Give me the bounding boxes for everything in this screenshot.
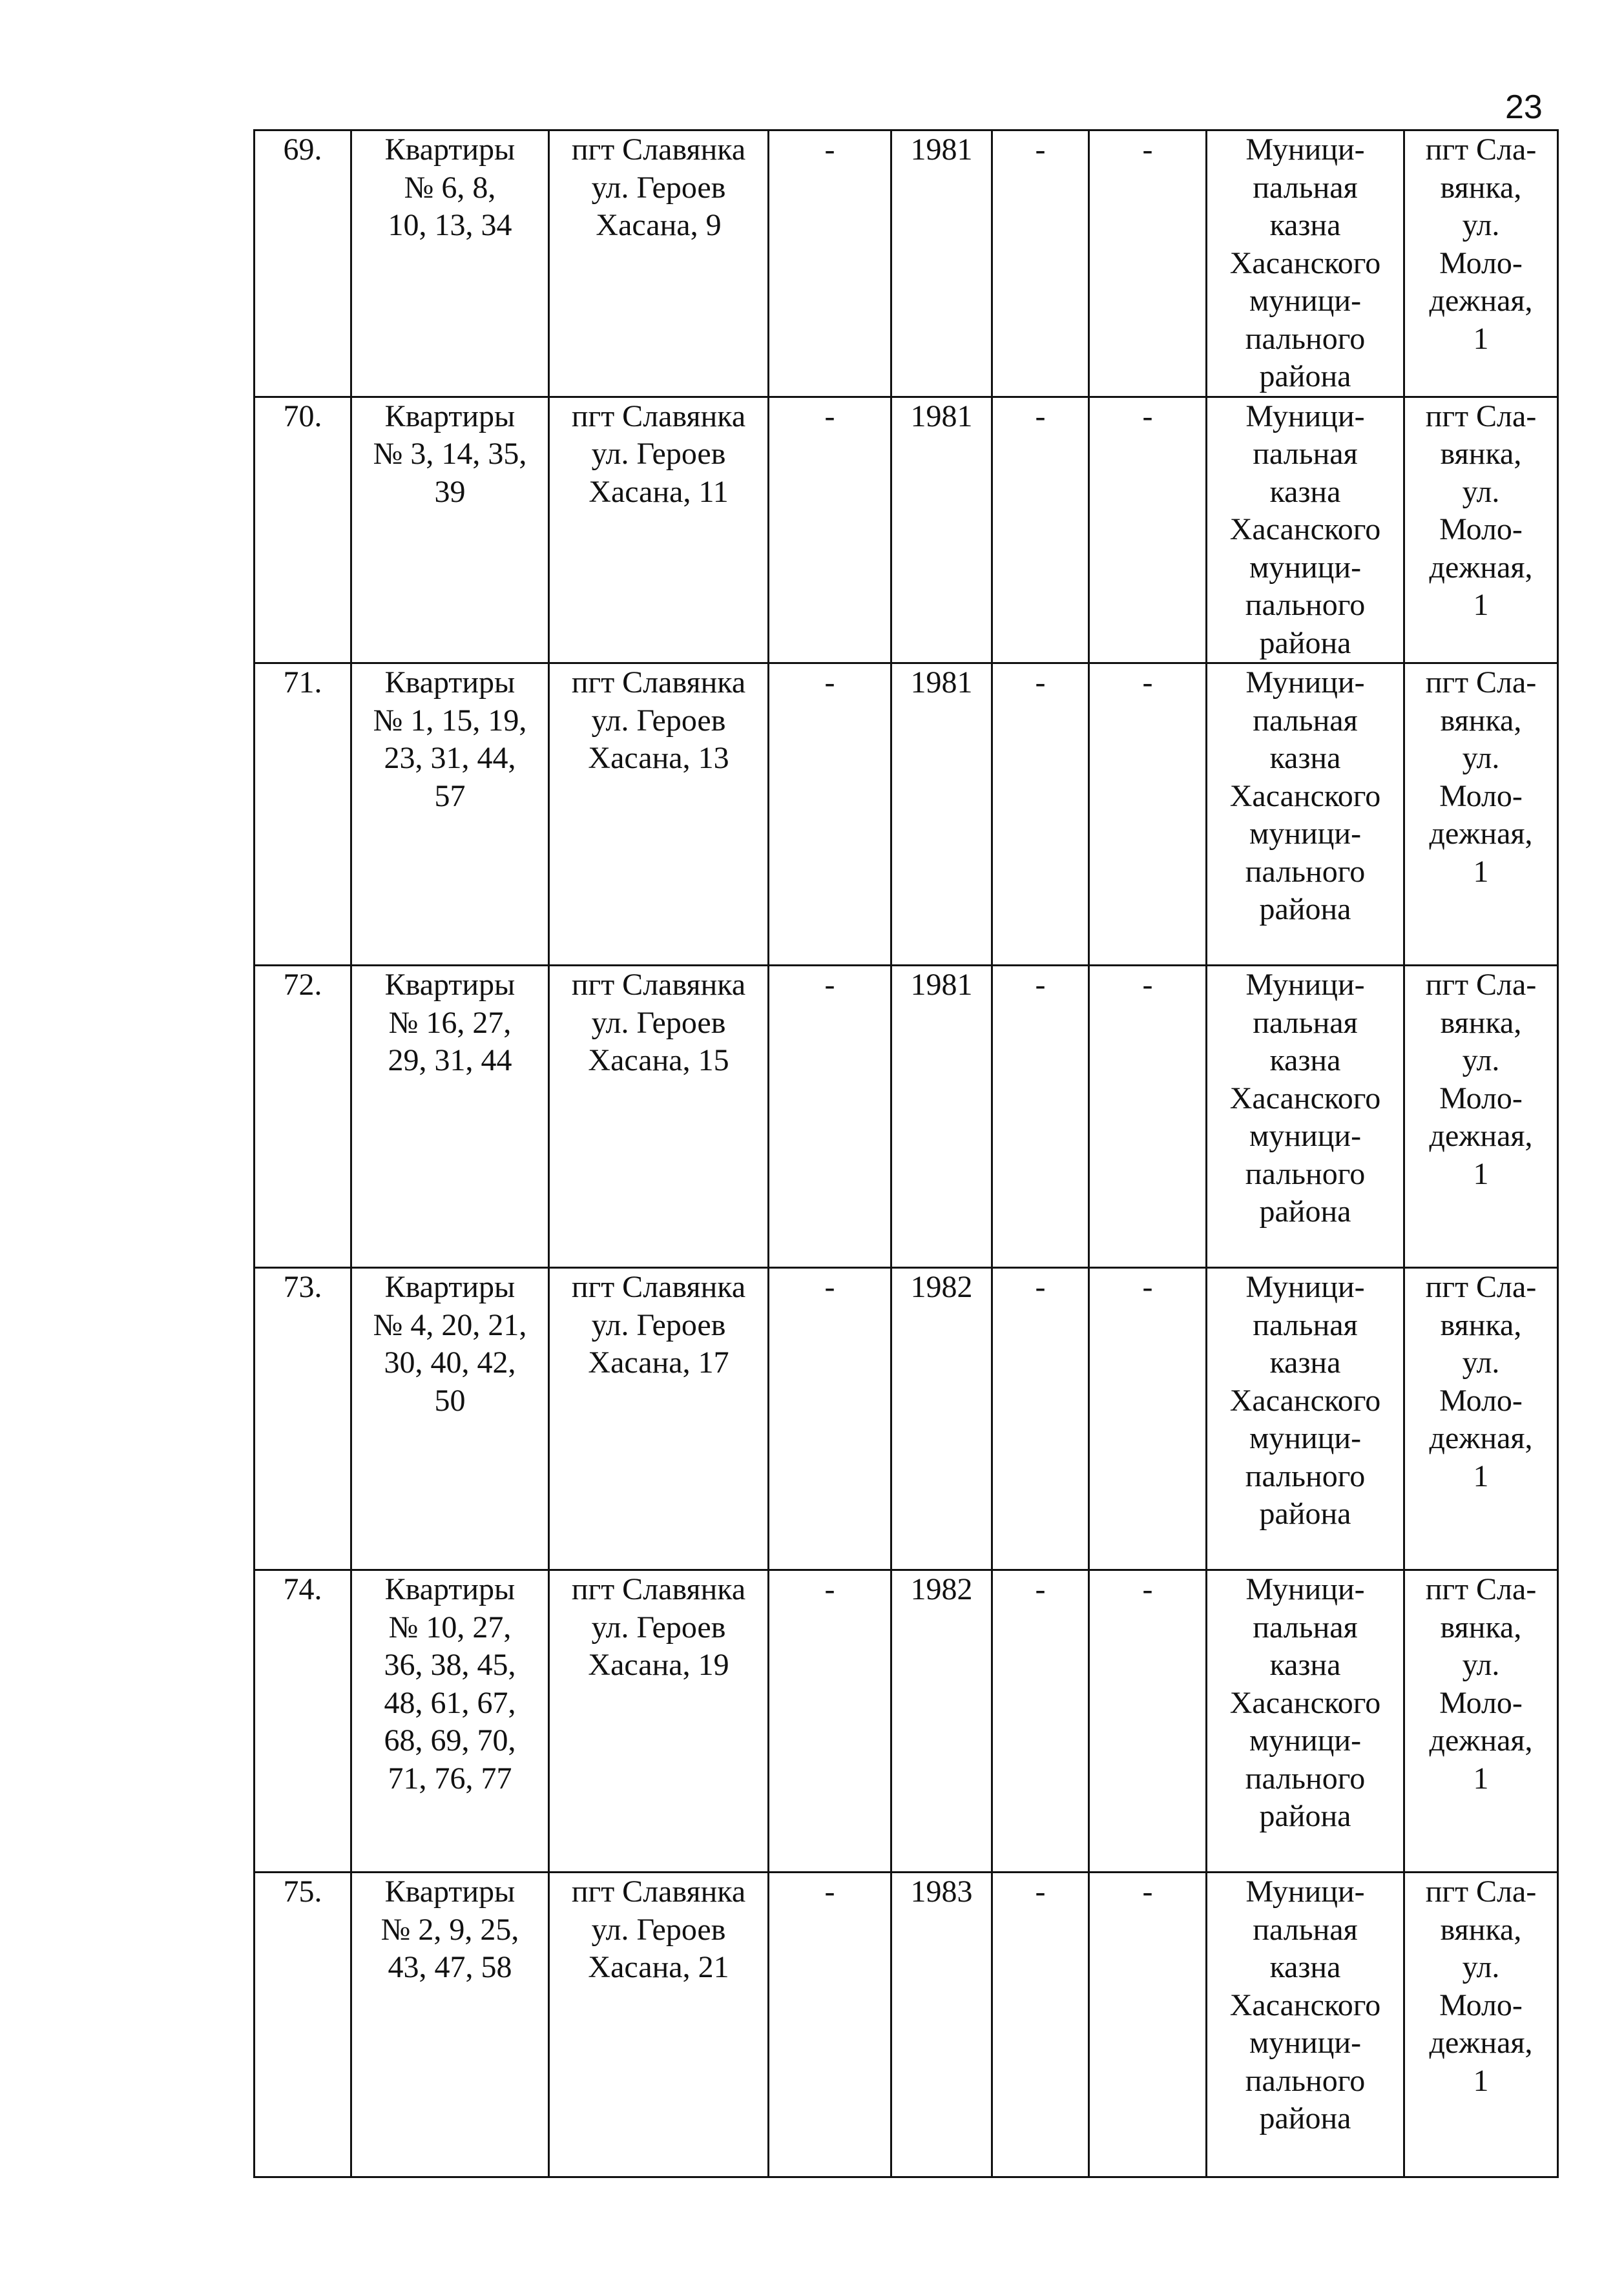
holder-name-line: района [1259, 359, 1351, 393]
table-row [255, 1570, 1558, 1873]
object-name-line: 43, 47, 58 [388, 1950, 512, 1984]
object-name-cell [351, 1570, 549, 1873]
object-name-line: 39 [434, 474, 466, 509]
object-address-cell [549, 663, 769, 966]
holder-name-line: района [1259, 2101, 1351, 2135]
area-value-cell: - [992, 1873, 1089, 2177]
holder-address-line: пгт Сла- [1425, 132, 1537, 167]
object-address-line: ул. Героев [591, 1912, 726, 1947]
holder-address-line: ул. [1462, 1345, 1500, 1380]
object-name-line: 48, 61, 67, [384, 1685, 516, 1720]
property-registry-table [253, 129, 1559, 2178]
holder-name-line: муници- [1249, 816, 1362, 851]
holder-name-line: муници- [1249, 1421, 1362, 1455]
object-name-line: 50 [434, 1383, 466, 1418]
object-address-cell [549, 397, 769, 663]
object-address-line: ул. Героев [591, 703, 726, 738]
holder-address-line: пгт Сла- [1425, 399, 1537, 433]
holder-name-line: Муници- [1245, 665, 1365, 700]
holder-name-line: Хасанского [1229, 1081, 1381, 1116]
holder-name-line: района [1259, 625, 1351, 660]
object-name-cell [351, 1873, 549, 2177]
balance-value-cell: - [1089, 663, 1207, 966]
cadastral-number-cell: - [769, 663, 891, 966]
object-name-line: 23, 31, 44, [384, 741, 516, 775]
object-name-line: Квартиры [384, 132, 515, 167]
holder-address-line: Моло- [1439, 512, 1523, 546]
holder-name-cell [1207, 966, 1404, 1268]
object-name-line: Квартиры [384, 1270, 515, 1304]
cadastral-number-cell: - [769, 1268, 891, 1570]
holder-name-line: района [1259, 1194, 1351, 1229]
holder-name-line: Хасанского [1229, 1383, 1381, 1418]
holder-name-line: Хасанского [1229, 1988, 1381, 2022]
holder-address-line: дежная, [1429, 550, 1533, 585]
holder-name-line: пальная [1253, 1005, 1358, 1040]
table-row [255, 397, 1558, 663]
object-name-cell [351, 663, 549, 966]
row-number-cell: 70. [255, 397, 351, 663]
object-name-line: 57 [434, 778, 466, 813]
holder-name-line: казна [1269, 208, 1341, 242]
table-row [255, 966, 1558, 1268]
holder-address-line: ул. [1462, 474, 1500, 509]
object-address-cell [549, 966, 769, 1268]
balance-value-cell: - [1089, 397, 1207, 663]
object-name-line: № 10, 27, [388, 1610, 512, 1645]
cadastral-number-cell: - [769, 397, 891, 663]
year-built-cell: 1982 [891, 1570, 992, 1873]
object-name-line: 30, 40, 42, [384, 1345, 516, 1380]
holder-address-line: ул. [1462, 741, 1500, 775]
object-address-line: пгт Славянка [571, 1874, 746, 1909]
table-row [255, 1268, 1558, 1570]
holder-name-line: казна [1269, 1950, 1341, 1984]
holder-address-line: Моло- [1439, 1685, 1523, 1720]
object-address-cell [549, 1873, 769, 2177]
holder-address-line: 1 [1473, 854, 1489, 889]
object-address-line: Хасана, 9 [596, 208, 722, 242]
holder-address-line: вянка, [1440, 1005, 1522, 1040]
holder-address-line: вянка, [1440, 1912, 1522, 1947]
object-address-line: Хасана, 19 [588, 1648, 729, 1682]
object-address-line: Хасана, 21 [588, 1950, 729, 1984]
balance-value-cell: - [1089, 130, 1207, 397]
balance-value-cell: - [1089, 1873, 1207, 2177]
balance-value-cell: - [1089, 1268, 1207, 1570]
holder-address-line: вянка, [1440, 437, 1522, 471]
object-name-line: № 3, 14, 35, [373, 437, 527, 471]
holder-name-line: Муници- [1245, 968, 1365, 1002]
holder-name-line: казна [1269, 1043, 1341, 1077]
holder-address-line: 1 [1473, 321, 1489, 356]
object-name-cell [351, 966, 549, 1268]
holder-name-line: Муници- [1245, 1572, 1365, 1606]
cadastral-number-cell: - [769, 130, 891, 397]
holder-name-line: пальная [1253, 170, 1358, 205]
year-built-cell: 1981 [891, 663, 992, 966]
object-address-cell [549, 1268, 769, 1570]
row-number-cell: 74. [255, 1570, 351, 1873]
holder-name-line: пальная [1253, 1307, 1358, 1342]
object-name-line: № 16, 27, [388, 1005, 512, 1040]
holder-name-line: пальная [1253, 703, 1358, 738]
holder-address-line: пгт Сла- [1425, 1874, 1537, 1909]
area-value-cell: - [992, 1570, 1089, 1873]
page-number: 23 [1505, 88, 1543, 126]
holder-address-line: пгт Сла- [1425, 1270, 1537, 1304]
year-built-cell: 1983 [891, 1873, 992, 2177]
cadastral-number-cell: - [769, 1873, 891, 2177]
holder-name-line: казна [1269, 1648, 1341, 1682]
row-number-cell: 73. [255, 1268, 351, 1570]
holder-address-line: 1 [1473, 1458, 1489, 1493]
holder-address-line: Моло- [1439, 1988, 1523, 2022]
holder-address-line: 1 [1473, 1761, 1489, 1796]
holder-address-cell [1404, 663, 1558, 966]
object-name-line: Квартиры [384, 665, 515, 700]
year-built-cell: 1981 [891, 130, 992, 397]
holder-address-line: дежная, [1429, 1119, 1533, 1153]
holder-address-line: ул. [1462, 1950, 1500, 1984]
holder-name-line: Хасанского [1229, 1685, 1381, 1720]
area-value-cell: - [992, 1268, 1089, 1570]
row-number-cell: 75. [255, 1873, 351, 2177]
holder-name-line: муници- [1249, 1723, 1362, 1758]
object-address-line: пгт Славянка [571, 132, 746, 167]
object-address-line: ул. Героев [591, 1005, 726, 1040]
holder-address-line: Моло- [1439, 1383, 1523, 1418]
holder-address-line: Моло- [1439, 245, 1523, 280]
holder-name-line: Муници- [1245, 399, 1365, 433]
holder-address-line: Моло- [1439, 778, 1523, 813]
object-address-cell [549, 130, 769, 397]
holder-name-line: Муници- [1245, 1874, 1365, 1909]
object-name-line: Квартиры [384, 1874, 515, 1909]
holder-address-line: 1 [1473, 2063, 1489, 2098]
holder-address-line: 1 [1473, 588, 1489, 622]
holder-name-line: Муници- [1245, 132, 1365, 167]
object-name-line: Квартиры [384, 968, 515, 1002]
balance-value-cell: - [1089, 1570, 1207, 1873]
holder-address-cell [1404, 1570, 1558, 1873]
table-row [255, 1873, 1558, 2177]
balance-value-cell: - [1089, 966, 1207, 1268]
holder-name-line: пального [1245, 1761, 1366, 1796]
object-address-line: Хасана, 13 [588, 741, 729, 775]
holder-address-line: дежная, [1429, 816, 1533, 851]
object-name-line: 29, 31, 44 [388, 1043, 512, 1077]
object-name-line: 10, 13, 34 [388, 208, 512, 242]
holder-address-line: дежная, [1429, 1723, 1533, 1758]
object-address-cell [549, 1570, 769, 1873]
area-value-cell: - [992, 130, 1089, 397]
object-name-line: № 4, 20, 21, [373, 1307, 527, 1342]
object-name-line: Квартиры [384, 399, 515, 433]
holder-address-line: ул. [1462, 208, 1500, 242]
area-value-cell: - [992, 397, 1089, 663]
row-number-cell: 71. [255, 663, 351, 966]
holder-name-line: пального [1245, 588, 1366, 622]
year-built-cell: 1981 [891, 397, 992, 663]
holder-name-line: Хасанского [1229, 512, 1381, 546]
holder-name-line: пального [1245, 854, 1366, 889]
holder-name-line: пального [1245, 2063, 1366, 2098]
holder-name-cell [1207, 1268, 1404, 1570]
object-address-line: ул. Героев [591, 1610, 726, 1645]
cadastral-number-cell: - [769, 1570, 891, 1873]
holder-name-line: района [1259, 1799, 1351, 1833]
year-built-cell: 1981 [891, 966, 992, 1268]
holder-name-line: казна [1269, 741, 1341, 775]
holder-address-line: дежная, [1429, 2026, 1533, 2060]
holder-name-line: казна [1269, 1345, 1341, 1380]
cadastral-number-cell: - [769, 966, 891, 1268]
object-address-line: пгт Славянка [571, 968, 746, 1002]
object-address-line: ул. Героев [591, 1307, 726, 1342]
object-address-line: Хасана, 15 [588, 1043, 729, 1077]
table-body [255, 130, 1558, 2177]
holder-name-line: Хасанского [1229, 778, 1381, 813]
holder-address-line: пгт Сла- [1425, 968, 1537, 1002]
holder-name-line: района [1259, 892, 1351, 926]
year-built-cell: 1982 [891, 1268, 992, 1570]
holder-address-line: 1 [1473, 1156, 1489, 1191]
object-address-line: пгт Славянка [571, 399, 746, 433]
holder-address-line: пгт Сла- [1425, 1572, 1537, 1606]
holder-address-cell [1404, 397, 1558, 663]
holder-address-line: вянка, [1440, 1307, 1522, 1342]
object-address-line: ул. Героев [591, 170, 726, 205]
holder-address-line: дежная, [1429, 284, 1533, 318]
holder-address-line: ул. [1462, 1648, 1500, 1682]
holder-address-line: вянка, [1440, 1610, 1522, 1645]
object-name-line: № 1, 15, 19, [373, 703, 527, 738]
object-address-line: ул. Героев [591, 437, 726, 471]
object-name-cell [351, 397, 549, 663]
holder-name-cell [1207, 1570, 1404, 1873]
object-name-line: 36, 38, 45, [384, 1648, 516, 1682]
holder-name-line: казна [1269, 474, 1341, 509]
object-name-line: № 2, 9, 25, [380, 1912, 519, 1947]
holder-name-line: пальная [1253, 1912, 1358, 1947]
object-name-line: Квартиры [384, 1572, 515, 1606]
row-number-cell: 72. [255, 966, 351, 1268]
holder-address-cell [1404, 1873, 1558, 2177]
holder-address-line: дежная, [1429, 1421, 1533, 1455]
object-address-line: пгт Славянка [571, 1572, 746, 1606]
row-number-cell: 69. [255, 130, 351, 397]
object-name-cell [351, 1268, 549, 1570]
holder-address-line: пгт Сла- [1425, 665, 1537, 700]
holder-name-line: Муници- [1245, 1270, 1365, 1304]
holder-name-line: пального [1245, 1458, 1366, 1493]
object-address-line: пгт Славянка [571, 665, 746, 700]
holder-name-line: пальная [1253, 1610, 1358, 1645]
holder-address-line: вянка, [1440, 170, 1522, 205]
holder-name-line: пальная [1253, 437, 1358, 471]
object-name-cell [351, 130, 549, 397]
object-name-line: 71, 76, 77 [388, 1761, 512, 1796]
holder-address-line: вянка, [1440, 703, 1522, 738]
holder-name-cell [1207, 663, 1404, 966]
holder-address-line: ул. [1462, 1043, 1500, 1077]
holder-name-line: муници- [1249, 284, 1362, 318]
object-name-line: № 6, 8, [404, 170, 496, 205]
holder-name-line: муници- [1249, 1119, 1362, 1153]
holder-address-line: Моло- [1439, 1081, 1523, 1116]
object-name-line: 68, 69, 70, [384, 1723, 516, 1758]
object-address-line: Хасана, 11 [588, 474, 729, 509]
holder-name-cell [1207, 130, 1404, 397]
table-row [255, 130, 1558, 397]
holder-name-line: пального [1245, 1156, 1366, 1191]
object-address-line: пгт Славянка [571, 1270, 746, 1304]
holder-name-line: муници- [1249, 550, 1362, 585]
area-value-cell: - [992, 663, 1089, 966]
holder-address-cell [1404, 1268, 1558, 1570]
holder-address-cell [1404, 966, 1558, 1268]
holder-address-cell [1404, 130, 1558, 397]
holder-name-line: пального [1245, 321, 1366, 356]
table-row [255, 663, 1558, 966]
holder-name-line: муници- [1249, 2026, 1362, 2060]
area-value-cell: - [992, 966, 1089, 1268]
object-address-line: Хасана, 17 [588, 1345, 729, 1380]
holder-name-cell [1207, 397, 1404, 663]
holder-name-line: района [1259, 1497, 1351, 1531]
holder-name-cell [1207, 1873, 1404, 2177]
holder-name-line: Хасанского [1229, 245, 1381, 280]
